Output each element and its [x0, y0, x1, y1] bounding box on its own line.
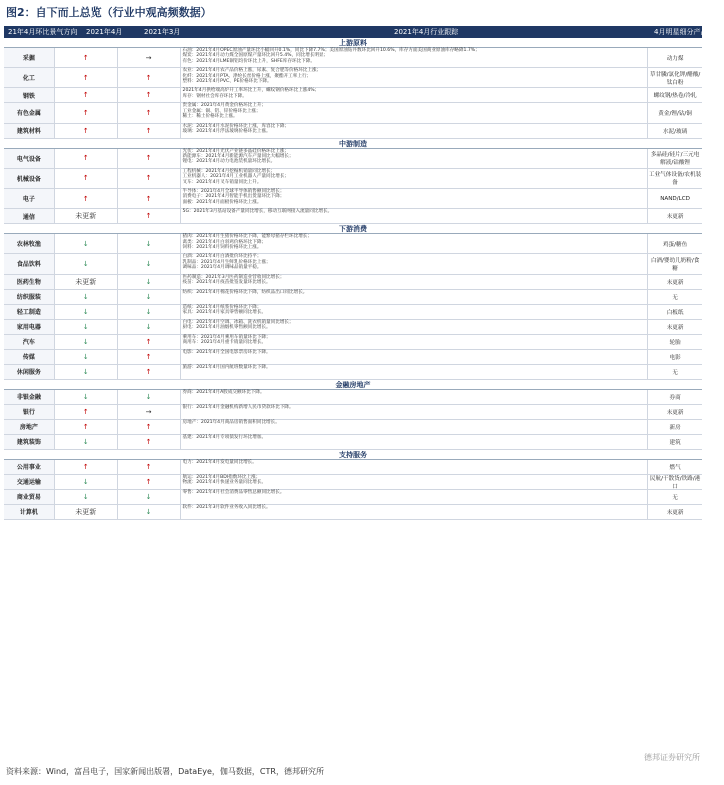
- march-direction: ↓: [118, 234, 181, 253]
- table-header: [4, 26, 724, 38]
- april-direction: ↑: [55, 124, 118, 138]
- detail-line: 商用车：2021年4月重卡销量同比增长。: [182, 339, 267, 345]
- industry-name: 食品饮料: [4, 254, 55, 273]
- industry-name: 非银金融: [4, 390, 55, 404]
- industry-name: 农林牧渔: [4, 234, 55, 253]
- industry-name: 机械设备: [4, 169, 55, 188]
- march-direction: ↑: [118, 475, 181, 489]
- march-direction: ↑: [118, 169, 181, 188]
- april-direction: ↓: [55, 234, 118, 253]
- table-row: [4, 68, 702, 88]
- tracking-detail: [181, 149, 649, 168]
- section-header: 支持服务: [4, 450, 702, 460]
- table-row: [4, 124, 702, 139]
- detail-line: 电影：2021年4月全国电影票房环比下降。: [182, 349, 271, 355]
- tracking-detail: [181, 88, 649, 102]
- march-direction: ↑: [118, 365, 181, 379]
- detail-line: 库存：钢材社会库存环比下降。: [182, 93, 247, 99]
- april-direction: 未更新: [55, 505, 118, 519]
- industry-name: 纺织服装: [4, 290, 55, 304]
- tracking-detail: [181, 189, 649, 208]
- table-row: [4, 350, 702, 365]
- table-row: [4, 275, 702, 290]
- tracking-detail: [181, 335, 649, 349]
- detail-line: 软件：2021年3月软件业务收入同比增长。: [182, 504, 271, 510]
- detail-line: 工业金属：铜、铝、锌价格环比上涨；: [182, 108, 261, 114]
- detail-line: 叉车：2021年4月叉车销量同比上升。: [182, 179, 262, 185]
- march-direction: ↓: [118, 320, 181, 334]
- section-header: 中游制造: [4, 139, 702, 149]
- industry-name: 传媒: [4, 350, 55, 364]
- table-row: [4, 234, 702, 254]
- figure-title: 图2：自下而上总览（行业中观高频数据）: [6, 6, 212, 19]
- detail-line: 白酒：2021年4月白酒批价环比持平；: [182, 254, 262, 260]
- industry-name: 公用事业: [4, 460, 55, 474]
- march-direction: ↓: [118, 305, 181, 319]
- detail-line: 消费电子：2021年4月智能手机出货量环比下降；: [182, 194, 285, 200]
- table-row: [4, 365, 702, 380]
- april-direction: ↓: [55, 365, 118, 379]
- section-header: 金融房地产: [4, 380, 702, 390]
- industry-name: 建筑装饰: [4, 435, 55, 449]
- tracking-detail: [181, 169, 649, 188]
- april-direction: ↑: [55, 103, 118, 122]
- march-direction: ↑: [118, 189, 181, 208]
- detail-line: 纺织：2021年4月棉花价格环比下降，纺织品出口同比增长。: [182, 289, 308, 295]
- table-row: [4, 290, 702, 305]
- table-row: [4, 305, 702, 320]
- industry-name: 电子: [4, 189, 55, 208]
- star-product: 未更新: [666, 214, 684, 221]
- tracking-detail: [181, 490, 649, 504]
- march-direction: ↑: [118, 68, 181, 87]
- detail-line: 煤炭：2021年4月动力煤全国原煤产量环比回升5.4%，同比增长明显；: [182, 53, 329, 59]
- detail-line: 航运：2021年4月BDI指数环比上涨；: [182, 474, 261, 480]
- table-row: [4, 475, 702, 490]
- tracking-detail: [181, 275, 649, 289]
- header-march: 2021年3月: [144, 28, 181, 36]
- star-product: 建筑: [669, 439, 681, 446]
- table-row: [4, 435, 702, 450]
- march-direction: ↑: [118, 435, 181, 449]
- star-product: 白板纸: [666, 309, 684, 316]
- tracking-detail: [181, 320, 649, 334]
- tracking-detail: [181, 420, 649, 434]
- detail-line: 基建：2021年4月专项债发行环比增加。: [182, 434, 267, 440]
- table-row: [4, 505, 702, 520]
- detail-line: 电力：2021年4月发电量同比增长。: [182, 459, 257, 465]
- table-row: [4, 189, 702, 209]
- march-direction: ↓: [118, 505, 181, 519]
- detail-line: 2021年4月供给端高炉开工率环比上升，螺纹钢价格环比上涨4%；: [182, 88, 320, 94]
- detail-line: 有色：2021年4月LME铜铝均价环比上升，SHFE库存环比下降。: [182, 58, 315, 64]
- star-product: 未更新: [666, 324, 684, 331]
- table-row: [4, 169, 702, 189]
- tracking-detail: [181, 48, 649, 67]
- april-direction: ↓: [55, 490, 118, 504]
- star-product: 未更新: [666, 279, 684, 286]
- tracking-detail: [181, 209, 649, 223]
- april-direction: ↑: [55, 189, 118, 208]
- watermark: 德邦证券研究所: [644, 753, 700, 762]
- tracking-detail: [181, 350, 649, 364]
- section-header: 上游原料: [4, 38, 702, 48]
- march-direction: ↑: [118, 88, 181, 102]
- detail-line: 房地产：2021年4月商品房销售面积同比增长。: [182, 419, 280, 425]
- industry-name: 交通运输: [4, 475, 55, 489]
- industry-name: 建筑材料: [4, 124, 55, 138]
- industry-name: 休闲服务: [4, 365, 55, 379]
- tracking-detail: [181, 405, 649, 419]
- detail-line: 物流：2021年4月快递业务量同比增长。: [182, 479, 267, 485]
- detail-line: 乘用车：2021年4月乘用车销量环比下降；: [182, 334, 271, 340]
- april-direction: ↑: [55, 149, 118, 168]
- industry-name: 化工: [4, 68, 55, 87]
- detail-line: 乳制品：2021年4月生鲜乳价格环比上涨；: [182, 259, 271, 265]
- star-product: 动力煤: [666, 55, 684, 62]
- april-direction: 未更新: [55, 209, 118, 223]
- detail-line: 塑料：2021年4月PVC、PE价格环比下降。: [182, 79, 272, 84]
- table-row: [4, 103, 702, 123]
- star-product: 水泥/玻璃: [662, 128, 688, 135]
- detail-line: 锂电：2021年4月动力电池装机量环比增长。: [182, 159, 276, 165]
- industry-name: 计算机: [4, 505, 55, 519]
- detail-line: 券商：2021年4月A股成交额环比下降。: [182, 389, 265, 395]
- tracking-detail: [181, 290, 649, 304]
- industry-name: 钢铁: [4, 88, 55, 102]
- tracking-detail: [181, 365, 649, 379]
- detail-line: 饲料：2021年4月饲料价格环比上涨。: [182, 244, 262, 250]
- april-direction: ↑: [55, 420, 118, 434]
- detail-line: 家具：2021年4月家具零售额同比增长。: [182, 309, 267, 315]
- march-direction: ↑: [118, 149, 181, 168]
- detail-line: 白电：2021年4月空调、冰箱、洗衣机销量同比增长；: [182, 319, 294, 325]
- detail-line: 猪肉：2021年4月生猪价格环比下降，能繁母猪存栏环比增长；: [182, 234, 312, 240]
- star-product: 轮胎: [669, 339, 681, 346]
- march-direction: ↓: [118, 490, 181, 504]
- march-direction: ↑: [118, 335, 181, 349]
- detail-line: 造纸：2021年4月纸浆价格环比下降；: [182, 304, 262, 310]
- march-direction: ↑: [118, 209, 181, 223]
- table-row: [4, 48, 702, 68]
- tracking-detail: [181, 124, 649, 138]
- star-product: 券商: [669, 394, 681, 401]
- detail-line: 银行：2021年4月金融机构新增人民币贷款环比下降。: [182, 404, 294, 410]
- star-product: 无: [672, 294, 678, 301]
- tracking-detail: [181, 475, 649, 489]
- table-row: [4, 88, 702, 103]
- industry-table: [4, 38, 702, 760]
- april-direction: ↓: [55, 290, 118, 304]
- tracking-detail: [181, 254, 649, 273]
- april-direction: ↑: [55, 460, 118, 474]
- header-tracking: 2021年4月行业跟踪: [394, 28, 459, 36]
- detail-line: 半导体：2021年4月全球半导体销售额同比增长；: [182, 188, 285, 194]
- april-direction: ↓: [55, 320, 118, 334]
- table-row: [4, 149, 702, 169]
- detail-line: 贵金属：2021年4月黄金价格环比上升；: [182, 103, 267, 109]
- star-product: NAND/LCD: [660, 195, 690, 202]
- industry-name: 银行: [4, 405, 55, 419]
- april-direction: ↓: [55, 475, 118, 489]
- industry-name: 有色金属: [4, 103, 55, 122]
- march-direction: ↑: [118, 460, 181, 474]
- star-product: 工业气体设备/农机装备: [648, 172, 702, 187]
- detail-line: 禽类：2021年4月白羽鸡价格环比下降；: [182, 239, 267, 245]
- star-product: 无: [672, 494, 678, 501]
- table-row: [4, 335, 702, 350]
- april-direction: ↓: [55, 335, 118, 349]
- header-april: 2021年4月: [86, 28, 123, 36]
- tracking-detail: [181, 460, 649, 474]
- april-direction: 未更新: [55, 275, 118, 289]
- detail-line: 农业：2021年4月农产品价格上涨，尿素、复合肥等价格环比上涨；: [182, 68, 322, 74]
- industry-name: 房地产: [4, 420, 55, 434]
- march-direction: ↑: [118, 420, 181, 434]
- industry-name: 通信: [4, 209, 55, 223]
- industry-name: 家用电器: [4, 320, 55, 334]
- star-product: 未更新: [666, 509, 684, 516]
- industry-name: 医药生物: [4, 275, 55, 289]
- source-note: 资料来源：Wind，富昌电子，国家新闻出版署，DataEye，伽马数据，CTR，德邦研究所: [6, 767, 324, 776]
- detail-line: 厨电：2021年4月油烟机零售额同比增长。: [182, 324, 271, 330]
- march-direction: ↑: [118, 103, 181, 122]
- detail-line: 稀土：稀土价格环比上涨。: [182, 114, 238, 120]
- industry-name: 采掘: [4, 48, 55, 67]
- march-direction: →: [118, 48, 181, 67]
- star-product: 草甘膦/氯化钾/醋酸/钛白粉: [649, 71, 701, 86]
- april-direction: ↑: [55, 48, 118, 67]
- industry-name: 电气设备: [4, 149, 55, 168]
- detail-line: 光伏：2021年4月光伏产业链多晶硅价格环比上涨；: [182, 148, 290, 154]
- april-direction: ↓: [55, 350, 118, 364]
- industry-name: 汽车: [4, 335, 55, 349]
- star-product: 白酒/婴幼儿奶粉/食糖: [650, 257, 700, 272]
- detail-line: 调味品：2021年4月调味品销量平稳。: [182, 265, 262, 271]
- march-direction: →: [118, 405, 181, 419]
- detail-line: 玻璃：2021年4月浮法玻璃价格环比上涨。: [182, 128, 271, 134]
- detail-line: 化纤：2021年4月PTA、涤纶长丝价格上涨，聚酯开工率上行；: [182, 73, 312, 79]
- tracking-detail: [181, 68, 649, 87]
- star-product: 电影: [669, 354, 681, 361]
- industry-name: 商业贸易: [4, 490, 55, 504]
- star-product: 无: [672, 369, 678, 376]
- table-row: [4, 390, 702, 405]
- detail-line: 5G：2021年3月基站设备产量同比增长，移动互联网接入流量同比增长。: [182, 209, 333, 215]
- april-direction: ↓: [55, 435, 118, 449]
- april-direction: ↑: [55, 88, 118, 102]
- detail-line: 水泥：2021年4月水泥价格环比上涨，库容比下降；: [182, 123, 290, 129]
- april-direction: ↓: [55, 305, 118, 319]
- march-direction: ↑: [118, 350, 181, 364]
- tracking-detail: [181, 390, 649, 404]
- detail-line: 工程机械：2021年4月挖掘机销量同比增长；: [182, 168, 276, 174]
- detail-line: 石油：2021年4月OPEC原油产量环比小幅回升0.1%，同比下降7.7%；美国原油钻井数环比回升10.6%，库存方面美国商业原油库存略降1.7%；: [182, 48, 480, 53]
- detail-line: 工业机器人：2021年4月工业机器人产量同比增长；: [182, 174, 290, 180]
- april-direction: ↓: [55, 254, 118, 273]
- march-direction: ↑: [118, 124, 181, 138]
- april-direction: ↑: [55, 405, 118, 419]
- star-product: 民航/干散货/铁路/港口: [649, 475, 701, 490]
- table-row: [4, 209, 702, 224]
- detail-line: 疫苗：2021年4月疫苗批签发量环比增长。: [182, 279, 271, 285]
- table-row: [4, 490, 702, 505]
- industry-name: 轻工制造: [4, 305, 55, 319]
- header-star-products: 4月明星细分产品/赛道: [654, 28, 724, 36]
- star-product: 螺纹钢/热卷/冷轧: [653, 93, 697, 100]
- star-product: 鸡蛋/糖鱼: [662, 241, 688, 248]
- april-direction: ↑: [55, 169, 118, 188]
- detail-line: 旅游：2021年4月国内航班数量环比下降。: [182, 364, 271, 370]
- tracking-detail: [181, 505, 649, 519]
- star-product: 燃气: [669, 464, 681, 471]
- detail-line: 新能源车：2021年4月新能源汽车产量同比大幅增长；: [182, 153, 294, 159]
- table-row: [4, 460, 702, 475]
- star-product: 未更新: [666, 409, 684, 416]
- tracking-detail: [181, 103, 649, 122]
- section-header: 下游消费: [4, 224, 702, 234]
- star-product: 黄金/锂/钴/铜: [658, 110, 692, 117]
- march-direction: ↓: [118, 275, 181, 289]
- march-direction: ↓: [118, 254, 181, 273]
- star-product: 多晶硅/硅片/三元电解液/钴酸锂: [650, 152, 700, 167]
- detail-line: 面板：2021年4月面板价格环比上涨。: [182, 199, 262, 205]
- april-direction: ↑: [55, 68, 118, 87]
- march-direction: ↓: [118, 290, 181, 304]
- header-direction: 21年4月环比景气方向: [8, 28, 78, 36]
- tracking-detail: [181, 234, 649, 253]
- detail-line: 医药制造：2021年3月医药制造业营收同比增长；: [182, 274, 285, 280]
- tracking-detail: [181, 305, 649, 319]
- detail-line: 零售：2021年4月社会消费品零售总额同比增长。: [182, 489, 285, 495]
- april-direction: ↓: [55, 390, 118, 404]
- table-row: [4, 405, 702, 420]
- tracking-detail: [181, 435, 649, 449]
- table-row: [4, 254, 702, 274]
- march-direction: ↓: [118, 390, 181, 404]
- table-row: [4, 420, 702, 435]
- table-row: [4, 320, 702, 335]
- star-product: 新房: [669, 424, 681, 431]
